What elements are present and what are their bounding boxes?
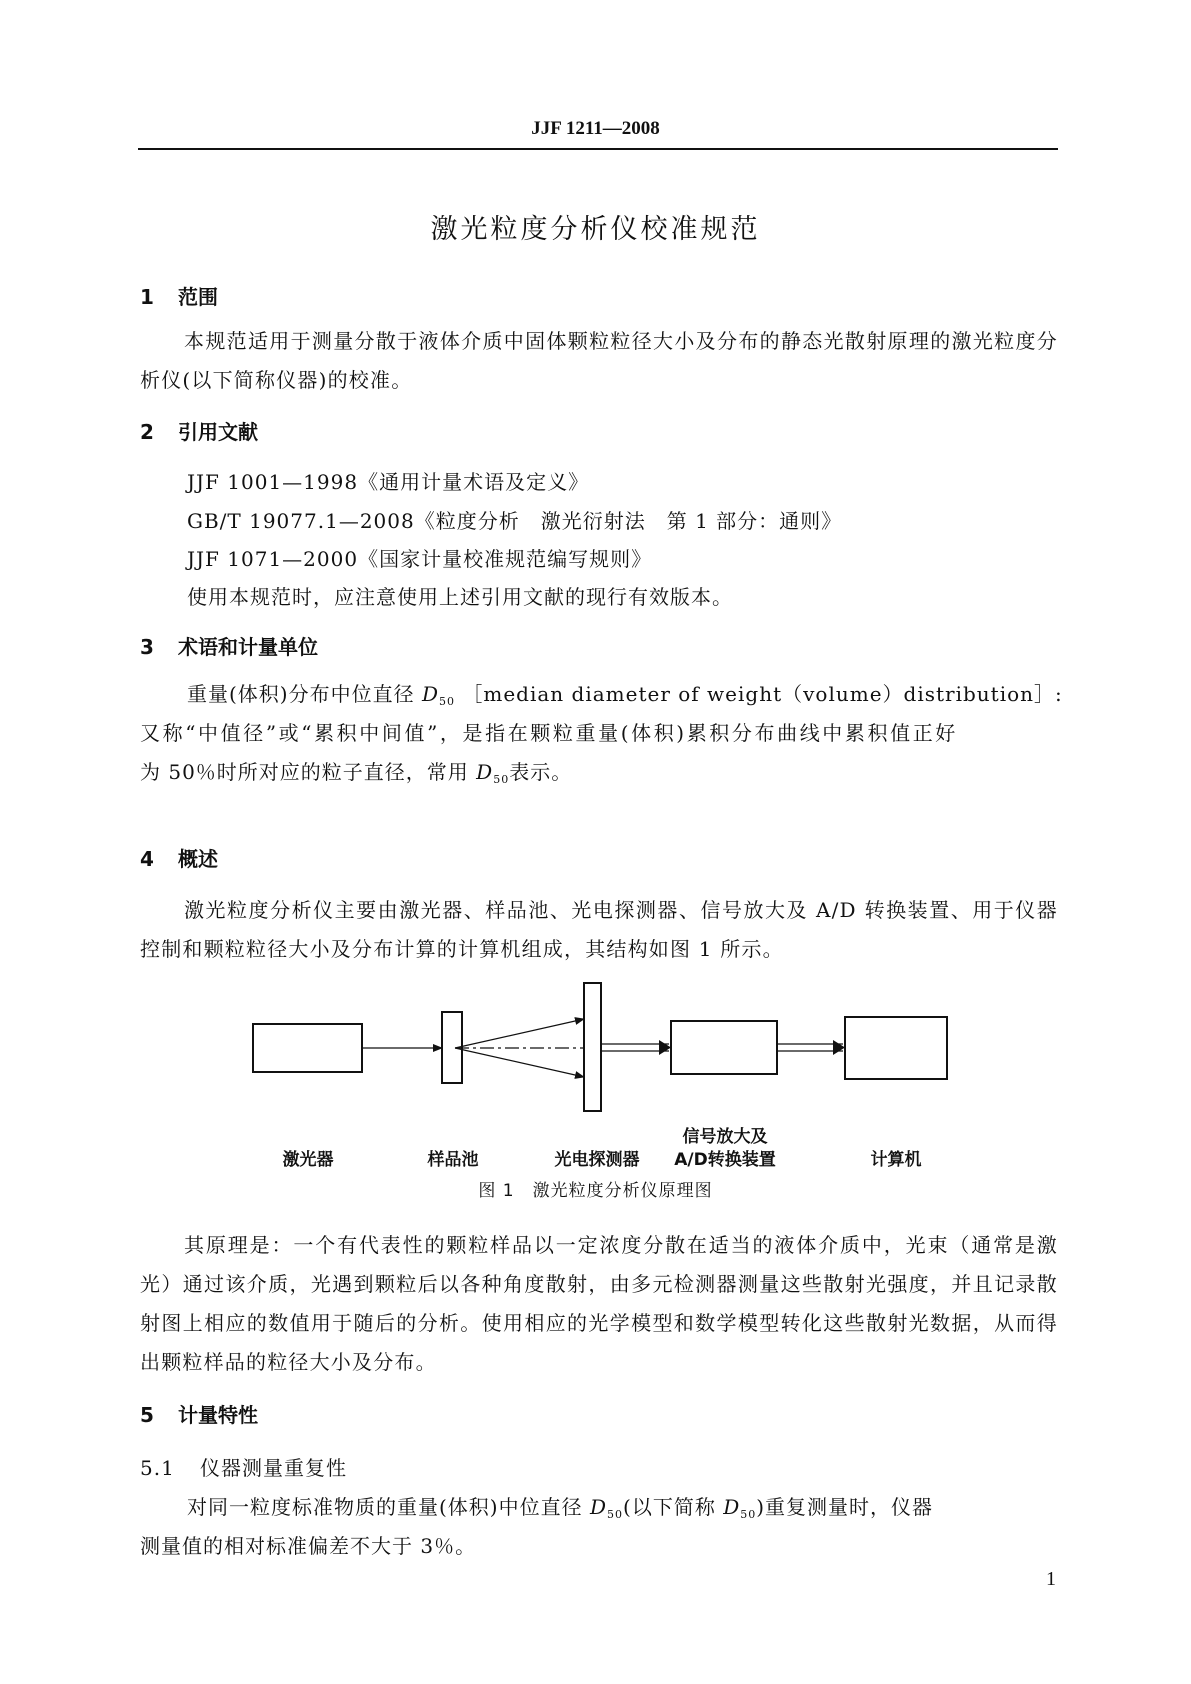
section-4-body: 激光粒度分析仪主要由激光器、样品池、光电探测器、信号放大及 A/D 转换装置、用于仪器控制和颗粒粒径大小及分布计算的计算机组成，其结构如图 1 所示。 (140, 898, 1058, 961)
computer-box (845, 1017, 947, 1079)
figure-caption: 图 1 激光粒度分析仪原理图 (478, 1181, 713, 1201)
definition-text: 为 50％时所对应的粒子直径，常用 (140, 760, 477, 784)
reference-note: 使用本规范时，应注意使用上述引用文献的现行有效版本。 (187, 585, 733, 609)
section-2-title: 引用文献 (178, 420, 258, 444)
principle-paragraph: 其原理是：一个有代表性的颗粒样品以一定浓度分散在适当的液体介质中，光束（通常是激光）通过该介质，光遇到颗粒后以各种角度散射，由多元检测器测量这些散射光强度，并且记录散射图上相应的数值用于随后的分析。使用相应的光学模型和数学模型转化这些散射光数据，从而得出颗粒样品的粒径大小及分布。 (140, 1233, 1058, 1374)
repeatability-text: )重复测量时，仪器 (756, 1495, 934, 1519)
section-5-heading (140, 1399, 258, 1428)
document-title: 激光粒度分析仪校准规范 (430, 214, 761, 245)
amplifier-box (671, 1021, 777, 1074)
definition-english: ［median diameter of weight（volume）distribution］: (462, 682, 1063, 706)
photodetector (584, 983, 601, 1111)
subsection-title: 仪器测量重复性 (200, 1456, 347, 1480)
d50-symbol: D (421, 682, 440, 706)
scatter-ray-lower (455, 1048, 584, 1077)
page-number: 1 (1046, 1568, 1056, 1590)
d50-subscript: 50 (740, 1508, 757, 1521)
repeatability-line-1 (187, 1491, 933, 1521)
section-1-body: 本规范适用于测量分散于液体介质中固体颗粒粒径大小及分布的静态光散射原理的激光粒度分析仪(以下简称仪器)的校准。 (140, 329, 1058, 392)
header-code: JJF 1211—2008 (531, 118, 660, 139)
definition-line-2: 又称“中值径”或“累积中间值”，是指在颗粒重量(体积)累积分布曲线中累积值正好 (140, 721, 958, 745)
subsection-5-1-heading (140, 1452, 347, 1481)
label-detector: 光电探测器 (554, 1150, 640, 1170)
repeatability-text: 对同一粒度标准物质的重量(体积)中位直径 (187, 1495, 590, 1519)
signal-arrowhead (659, 1040, 671, 1055)
d50-subscript: 50 (493, 773, 510, 786)
reference-item: JJF 1071—2000《国家计量校准规范编写规则》 (187, 547, 653, 571)
label-computer: 计算机 (870, 1150, 922, 1170)
label-amplifier-line-2: A/D转换装置 (674, 1150, 776, 1170)
scatter-ray-upper (455, 1019, 584, 1048)
section-4-title: 概述 (178, 847, 218, 871)
label-laser: 激光器 (282, 1150, 334, 1170)
reference-item: JJF 1001—1998《通用计量术语及定义》 (187, 470, 590, 494)
reference-item: GB/T 19077.1—2008《粒度分析 激光衍射法 第 1 部分：通则》 (187, 509, 843, 533)
definition-term: 重量(体积)分布中位直径 (187, 682, 422, 706)
section-4-number: 4 (140, 847, 154, 871)
d50-subscript: 50 (607, 1508, 624, 1521)
definition-text: 表示。 (509, 760, 573, 784)
d50-symbol: D (476, 760, 494, 784)
section-5-title: 计量特性 (178, 1403, 258, 1427)
section-1-title: 范围 (178, 285, 218, 309)
d50-subscript: 50 (439, 695, 456, 708)
repeatability-text: (以下简称 (623, 1495, 724, 1519)
repeatability-line-2: 测量值的相对标准偏差不大于 3％。 (140, 1534, 477, 1558)
d50-symbol: D (589, 1495, 608, 1519)
section-3-title: 术语和计量单位 (178, 635, 318, 659)
section-1-number: 1 (140, 285, 154, 309)
laser-box (253, 1024, 362, 1072)
section-3-number: 3 (140, 635, 154, 659)
d50-symbol: D (723, 1495, 741, 1519)
label-sample-cell: 样品池 (427, 1150, 479, 1170)
section-5-number: 5 (140, 1403, 154, 1427)
subsection-number: 5.1 (140, 1456, 175, 1480)
section-2-number: 2 (140, 420, 154, 444)
label-amplifier-line-1: 信号放大及 (682, 1127, 768, 1147)
data-arrowhead (833, 1040, 845, 1055)
